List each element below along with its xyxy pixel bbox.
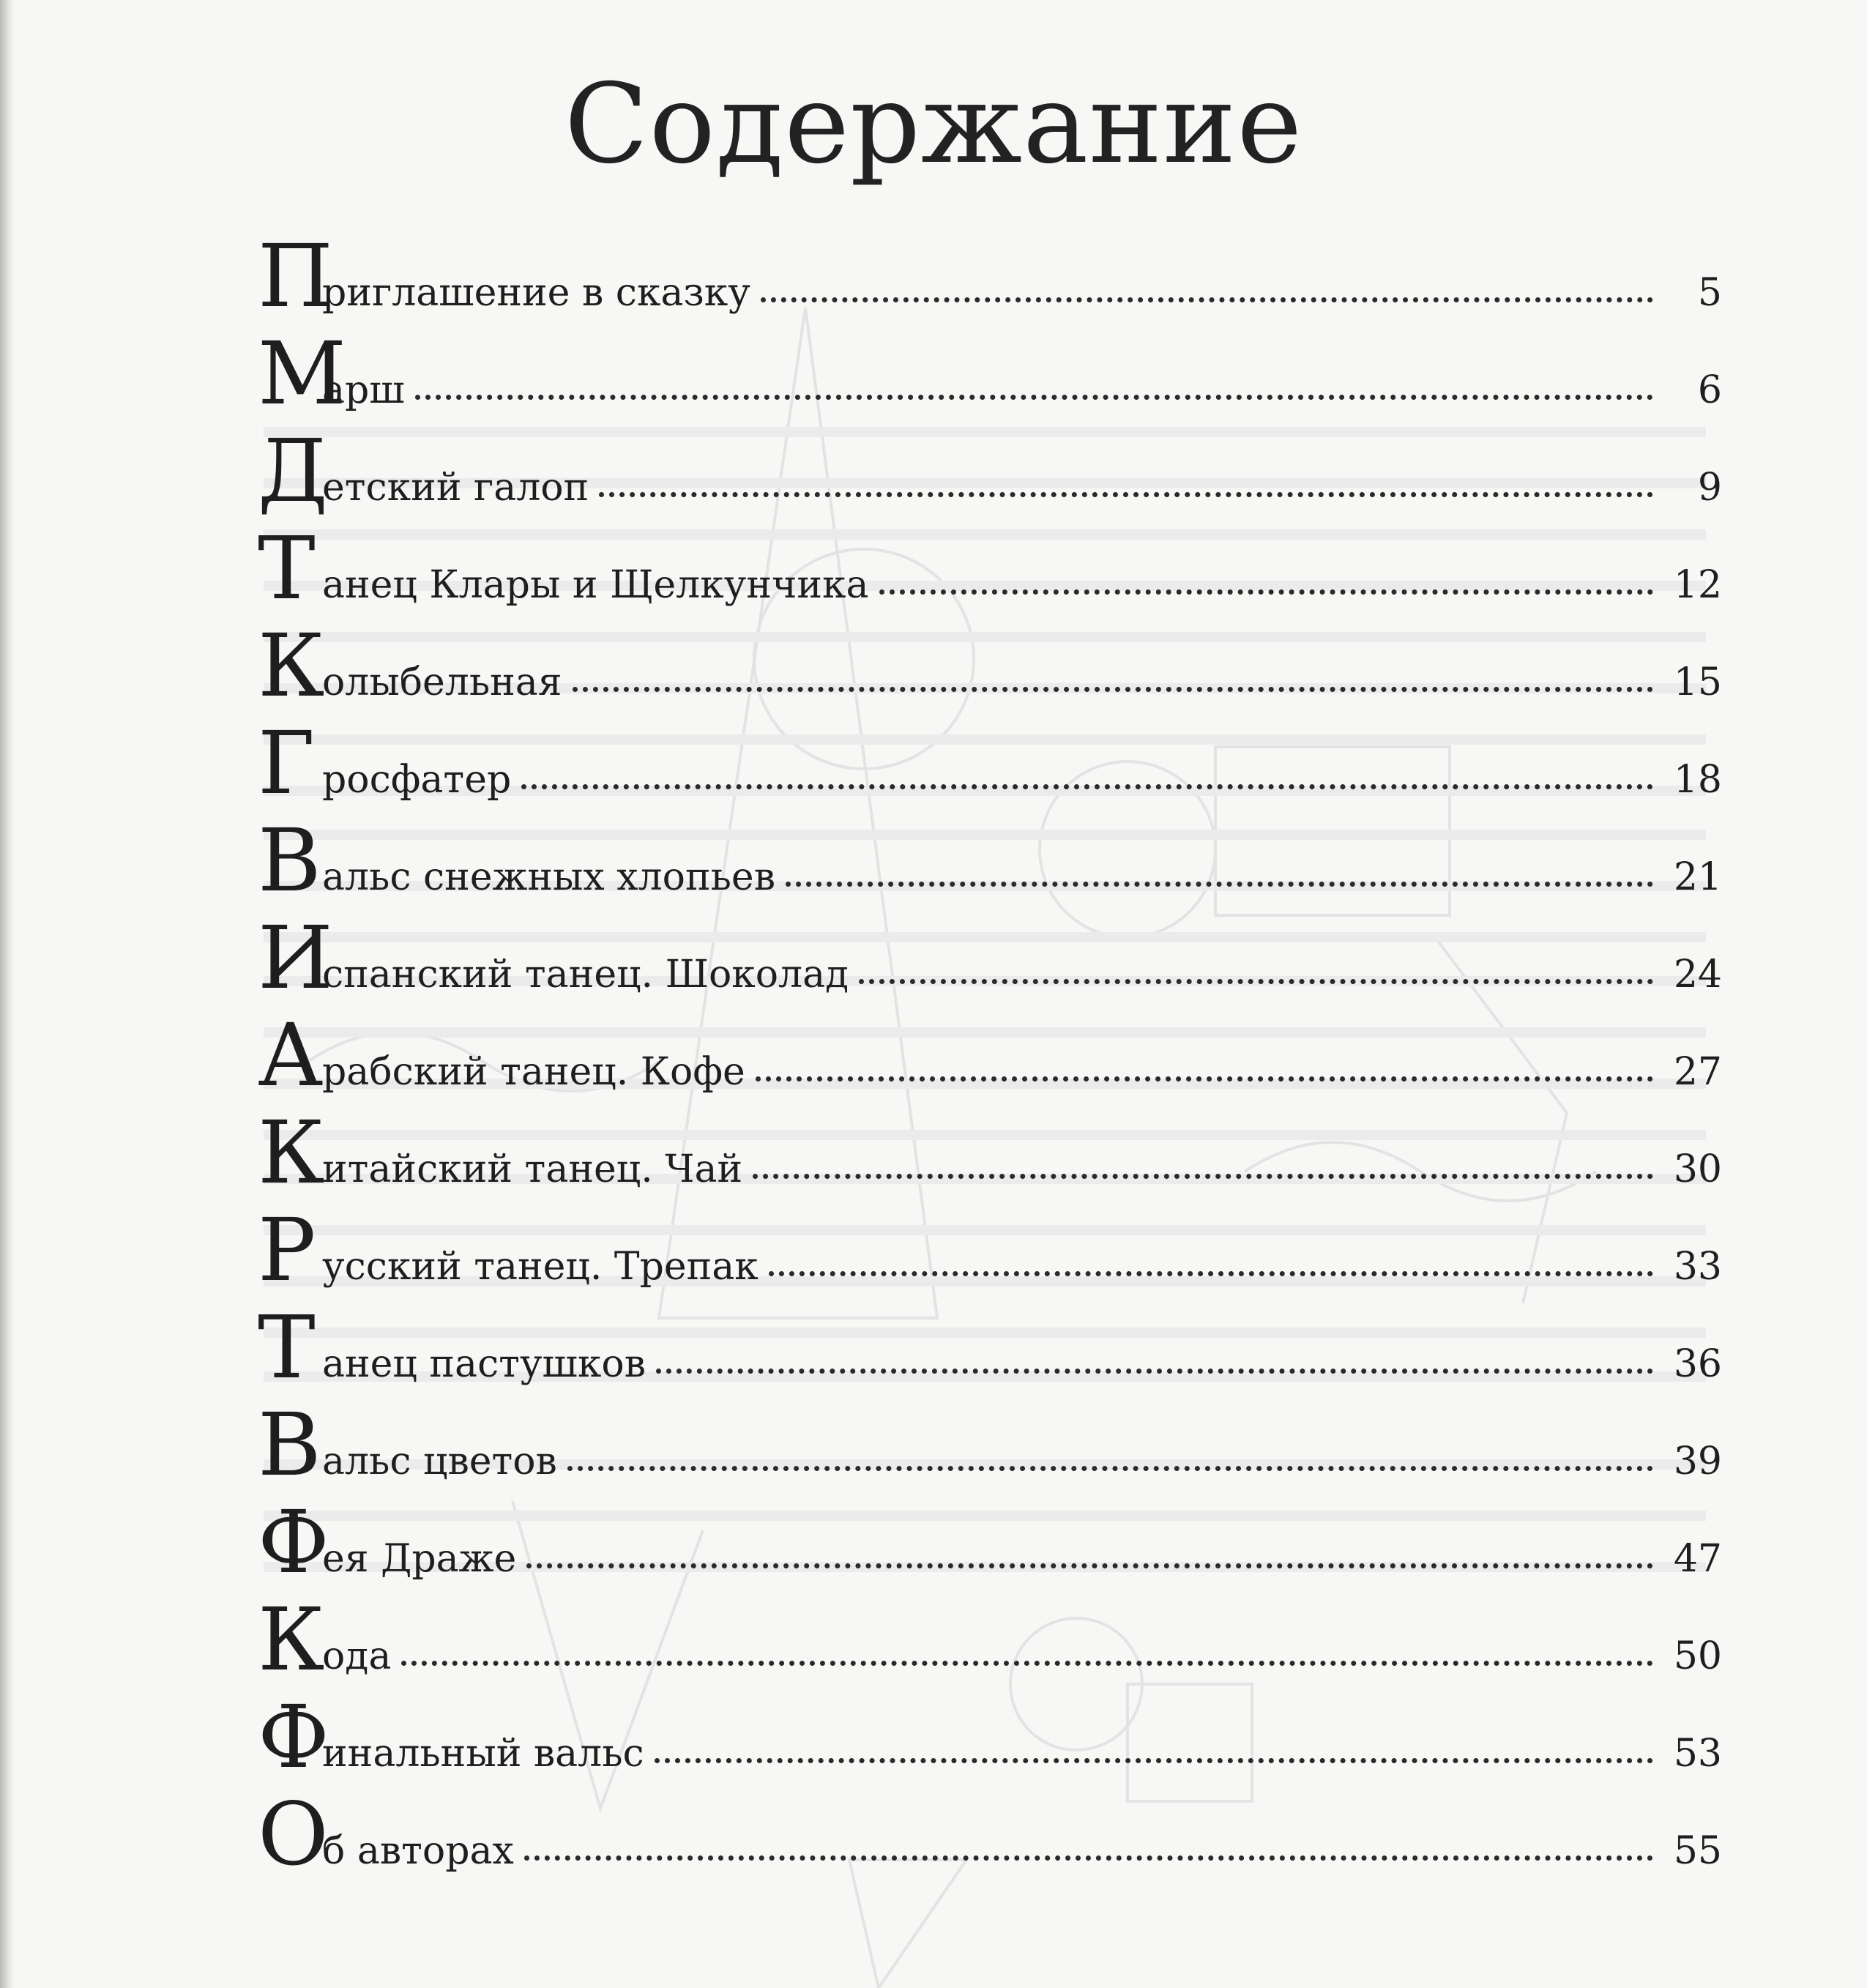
page-edge-shadow bbox=[0, 0, 15, 1988]
toc-page-number: 9 bbox=[1697, 466, 1722, 510]
toc-entry[interactable] bbox=[258, 420, 1722, 525]
dot-leader bbox=[879, 589, 1653, 595]
drop-cap-initial: Г bbox=[258, 712, 316, 814]
dot-leader bbox=[769, 1271, 1653, 1276]
toc-entry[interactable] bbox=[258, 1686, 1722, 1791]
toc-entry-line bbox=[322, 660, 1722, 704]
toc-page-number: 12 bbox=[1673, 563, 1722, 607]
drop-cap-initial: А bbox=[258, 1005, 324, 1106]
toc-page-number: 21 bbox=[1673, 855, 1722, 899]
toc-entry[interactable] bbox=[258, 810, 1722, 915]
dot-leader bbox=[761, 297, 1653, 302]
toc-entry-line bbox=[322, 1050, 1722, 1094]
dot-leader bbox=[655, 1758, 1653, 1763]
drop-cap-initial: В bbox=[258, 810, 321, 911]
toc-entry[interactable] bbox=[258, 1297, 1722, 1401]
toc-entry-line bbox=[322, 563, 1722, 607]
toc-page-number: 55 bbox=[1673, 1829, 1722, 1873]
toc-entry-title: инальный вальс bbox=[322, 1732, 644, 1776]
drop-cap-initial: Т bbox=[258, 1297, 316, 1398]
drop-cap-initial: М bbox=[258, 323, 346, 424]
toc-entry[interactable] bbox=[258, 1102, 1722, 1207]
toc-page-number: 33 bbox=[1673, 1245, 1722, 1289]
toc-entry-line bbox=[322, 271, 1722, 315]
toc-page-number: 30 bbox=[1673, 1147, 1722, 1191]
toc-entry-line bbox=[322, 855, 1722, 899]
drop-cap-initial: И bbox=[258, 907, 333, 1008]
page-title: Содержание bbox=[564, 61, 1303, 188]
toc-entry-title: ода bbox=[322, 1634, 392, 1678]
toc-entry-title: б авторах bbox=[322, 1829, 514, 1873]
dot-leader bbox=[573, 687, 1653, 692]
toc-entry[interactable] bbox=[258, 1394, 1722, 1499]
toc-entry[interactable] bbox=[258, 712, 1722, 817]
drop-cap-initial: Ф bbox=[258, 1492, 329, 1593]
toc-entry-title: анец Клары и Щелкунчика bbox=[322, 563, 869, 607]
toc-entry[interactable] bbox=[258, 1199, 1722, 1304]
dot-leader bbox=[526, 1563, 1653, 1568]
toc-entry-title: итайский танец. Чай bbox=[322, 1147, 743, 1191]
table-of-contents bbox=[258, 226, 1722, 1888]
toc-page-number: 39 bbox=[1673, 1440, 1722, 1483]
dot-leader bbox=[415, 395, 1653, 400]
dot-leader bbox=[786, 882, 1653, 887]
toc-entry[interactable] bbox=[258, 1784, 1722, 1888]
toc-entry[interactable] bbox=[258, 615, 1722, 720]
drop-cap-initial: К bbox=[258, 1102, 325, 1203]
toc-entry-line bbox=[322, 1440, 1722, 1483]
drop-cap-initial: Р bbox=[258, 1199, 316, 1300]
drop-cap-initial: К bbox=[258, 615, 325, 716]
toc-page-number: 27 bbox=[1673, 1050, 1722, 1094]
dot-leader bbox=[599, 492, 1653, 497]
toc-entry[interactable] bbox=[258, 323, 1722, 428]
toc-entry-title: етский галоп bbox=[322, 466, 589, 510]
toc-entry-title: ея Драже bbox=[322, 1537, 517, 1581]
dot-leader bbox=[524, 1855, 1653, 1861]
drop-cap-initial: О bbox=[258, 1784, 329, 1885]
toc-page-number: 47 bbox=[1673, 1537, 1722, 1581]
toc-entry[interactable] bbox=[258, 1589, 1722, 1694]
toc-entry-title: анец пастушков bbox=[322, 1342, 646, 1386]
toc-entry-line bbox=[322, 368, 1722, 412]
dot-leader bbox=[401, 1661, 1653, 1666]
toc-entry-line bbox=[322, 1732, 1722, 1776]
toc-entry-line bbox=[322, 1537, 1722, 1581]
drop-cap-initial: Ф bbox=[258, 1686, 329, 1787]
toc-entry[interactable] bbox=[258, 518, 1722, 622]
toc-entry-line bbox=[322, 953, 1722, 997]
toc-page-number: 15 bbox=[1673, 660, 1722, 704]
toc-entry-line bbox=[322, 758, 1722, 802]
toc-entry-title: олыбельная bbox=[322, 660, 562, 704]
toc-entry-line bbox=[322, 1634, 1722, 1678]
drop-cap-initial: Т bbox=[258, 518, 316, 619]
drop-cap-initial: Д bbox=[258, 420, 328, 521]
toc-page-number: 18 bbox=[1673, 758, 1722, 802]
toc-entry-title: росфатер bbox=[322, 758, 512, 802]
toc-entry-line bbox=[322, 1829, 1722, 1873]
dot-leader bbox=[859, 979, 1653, 984]
toc-entry-title: усский танец. Трепак bbox=[322, 1245, 759, 1289]
toc-entry[interactable] bbox=[258, 1005, 1722, 1109]
toc-page-number: 53 bbox=[1673, 1732, 1722, 1776]
toc-entry-title: альс цветов bbox=[322, 1440, 557, 1483]
dot-leader bbox=[521, 784, 1653, 789]
dot-leader bbox=[753, 1174, 1653, 1179]
drop-cap-initial: В bbox=[258, 1394, 321, 1495]
toc-entry-title: риглашение в сказку bbox=[322, 271, 750, 315]
toc-page-number: 50 bbox=[1673, 1634, 1722, 1678]
toc-entry-title: рабский танец. Кофе bbox=[322, 1050, 745, 1094]
toc-entry-line bbox=[322, 466, 1722, 510]
toc-entry[interactable] bbox=[258, 1492, 1722, 1596]
toc-entry-line bbox=[322, 1245, 1722, 1289]
toc-entry[interactable] bbox=[258, 907, 1722, 1012]
toc-entry-line bbox=[322, 1147, 1722, 1191]
toc-page-number: 5 bbox=[1697, 271, 1722, 315]
toc-entry-title: спанский танец. Шоколад bbox=[322, 953, 849, 997]
dot-leader bbox=[567, 1466, 1653, 1471]
toc-entry[interactable] bbox=[258, 226, 1722, 330]
dot-leader bbox=[756, 1076, 1653, 1082]
toc-entry-line bbox=[322, 1342, 1722, 1386]
drop-cap-initial: П bbox=[258, 226, 333, 327]
toc-page-number: 6 bbox=[1697, 368, 1722, 412]
drop-cap-initial: К bbox=[258, 1589, 325, 1690]
dot-leader bbox=[656, 1369, 1653, 1374]
toc-page-number: 36 bbox=[1673, 1342, 1722, 1386]
toc-page-number: 24 bbox=[1673, 953, 1722, 997]
toc-entry-title: арш bbox=[322, 368, 405, 412]
toc-entry-title: альс снежных хлопьев bbox=[322, 855, 775, 899]
